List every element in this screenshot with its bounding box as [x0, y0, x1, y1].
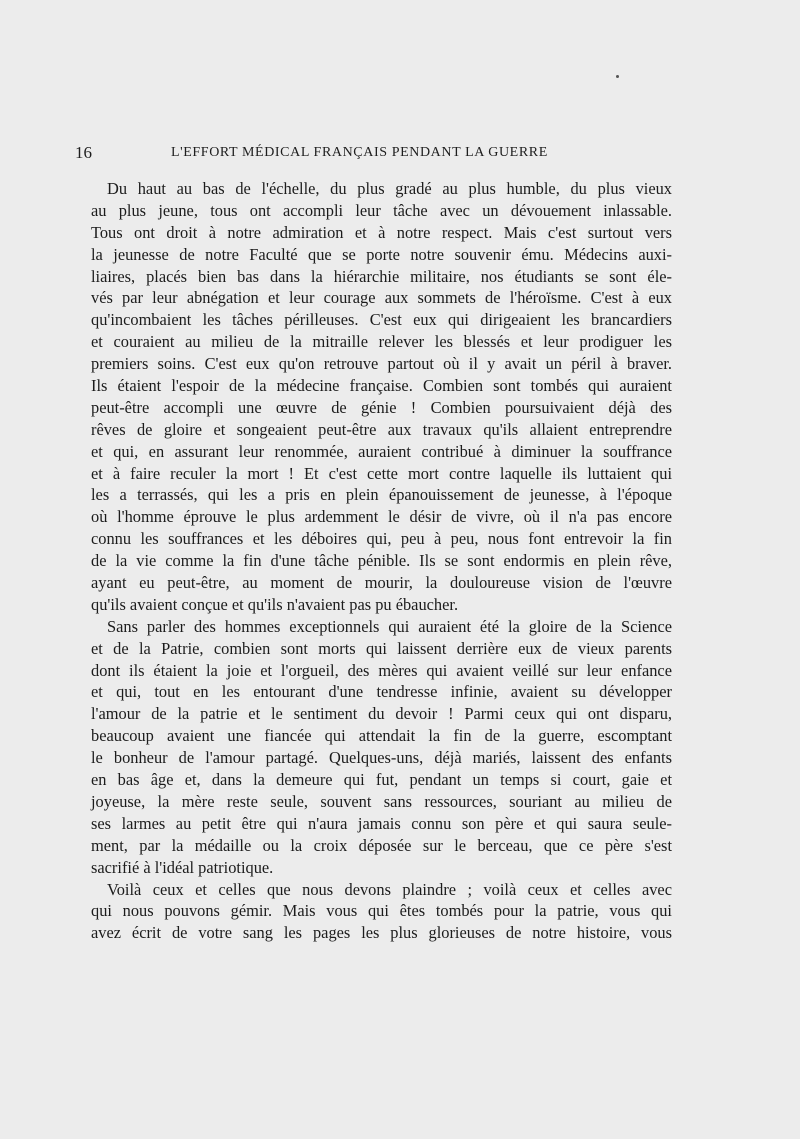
text-line: et à faire reculer la mort ! Et c'est cette mort contre laquelle ils luttaient qui — [91, 463, 672, 483]
text-line: où l'homme éprouve le plus ardemment le désir de vivre, où il n'a pas encore — [91, 507, 672, 527]
text-line: au plus jeune, tous ont accompli leur tâche avec un dévouement inlassable. — [91, 200, 672, 220]
page-number: 16 — [75, 143, 92, 162]
text-line: et de la Patrie, combien sont morts qui laissent derrière eux de vieux parents — [91, 638, 672, 658]
text-line: ment, par la médaille ou la croix déposée sur le berceau, que ce père s'est — [91, 835, 672, 855]
text-line: qui nous pouvons gémir. Mais vous qui êtes tombés pour la patrie, vous qui — [91, 901, 672, 921]
text-line: vés par leur abnégation et leur courage aux sommets de l'héroïsme. C'est à eux — [91, 288, 672, 308]
text-line: liaires, placés bien bas dans la hiérarchie militaire, nos étudiants se sont éle- — [91, 266, 672, 286]
text-line: sacrifié à l'idéal patriotique. — [91, 857, 274, 877]
text-line: qu'incombaient les tâches périlleuses. C'est eux qui dirigeaient les brancardiers — [91, 310, 672, 330]
text-line: la jeunesse de notre Faculté que se porte notre souvenir ému. Médecins auxi- — [91, 244, 672, 264]
text-line: joyeuse, la mère reste seule, souvent sans ressources, souriant au milieu de — [91, 791, 672, 811]
text-line: dont ils étaient la joie et l'orgueil, des mères qui avaient veillé sur leur enfance — [91, 660, 672, 680]
print-speck — [616, 75, 619, 78]
text-line: ses larmes au petit être qui n'aura jamais connu son père et qui saura seule- — [91, 813, 672, 833]
text-line: qu'ils avaient conçue et qu'ils n'avaient pas pu ébaucher. — [91, 594, 459, 614]
running-title: L'EFFORT MÉDICAL FRANÇAIS PENDANT LA GUERRE — [171, 145, 548, 160]
body-text — [75, 178, 672, 944]
text-line: avez écrit de votre sang les pages les plus glorieuses de notre histoire, vous — [91, 923, 672, 943]
text-line: Tous ont droit à notre admiration et à notre respect. Mais c'est surtout vers — [91, 222, 672, 242]
text-line: beaucoup avaient une fiancée qui attendait la fin de la guerre, escomptant — [91, 726, 672, 746]
text-line: Voilà ceux et celles que nous devons plaindre ; voilà ceux et celles avec — [107, 879, 672, 899]
text-line: rêves de gloire et songeaient peut-être aux travaux qu'ils allaient entreprendre — [91, 419, 672, 439]
text-line: Ils étaient l'espoir de la médecine française. Combien sont tombés qui auraient — [91, 376, 672, 396]
text-line: premiers soins. C'est eux qu'on retrouve partout où il y avait un péril à braver. — [91, 354, 672, 374]
text-line: les a terrassés, qui les a pris en plein épanouissement de jeunesse, à l'époque — [91, 485, 672, 505]
text-line: de la vie comme la fin d'une tâche pénible. Ils se sont endormis en plein rêve, — [91, 551, 672, 571]
paragraph-2 — [75, 616, 672, 879]
text-line: peut-être accompli une œuvre de génie ! Combien poursuivaient déjà des — [91, 397, 672, 417]
text-line: l'amour de la patrie et le sentiment du devoir ! Parmi ceux qui ont disparu, — [91, 704, 672, 724]
text-line: en bas âge et, dans la demeure qui fut, pendant un temps si court, gaie et — [91, 770, 672, 790]
text-line: et couraient au milieu de la mitraille relever les blessés et leur prodiguer les — [91, 332, 672, 352]
text-line: connu les souffrances et les déboires qui, peu à peu, nous font entrevoir la fin — [91, 529, 672, 549]
paragraph-3 — [75, 879, 672, 945]
text-line: ayant eu peut-être, au moment de mourir, la douloureuse vision de l'œuvre — [91, 573, 672, 593]
paragraph-1 — [75, 178, 672, 616]
text-line: et qui, en assurant leur renommée, auraient contribué à diminuer la souffrance — [91, 441, 672, 461]
text-line: le bonheur de l'amour partagé. Quelques-uns, déjà mariés, laissent des enfants — [91, 748, 672, 768]
text-line: et qui, tout en les entourant d'une tendresse infinie, avaient su développer — [91, 682, 672, 702]
page-header — [75, 143, 672, 165]
text-line: Sans parler des hommes exceptionnels qui auraient été la gloire de la Science — [107, 616, 672, 636]
text-line: Du haut au bas de l'échelle, du plus gradé au plus humble, du plus vieux — [107, 179, 672, 198]
